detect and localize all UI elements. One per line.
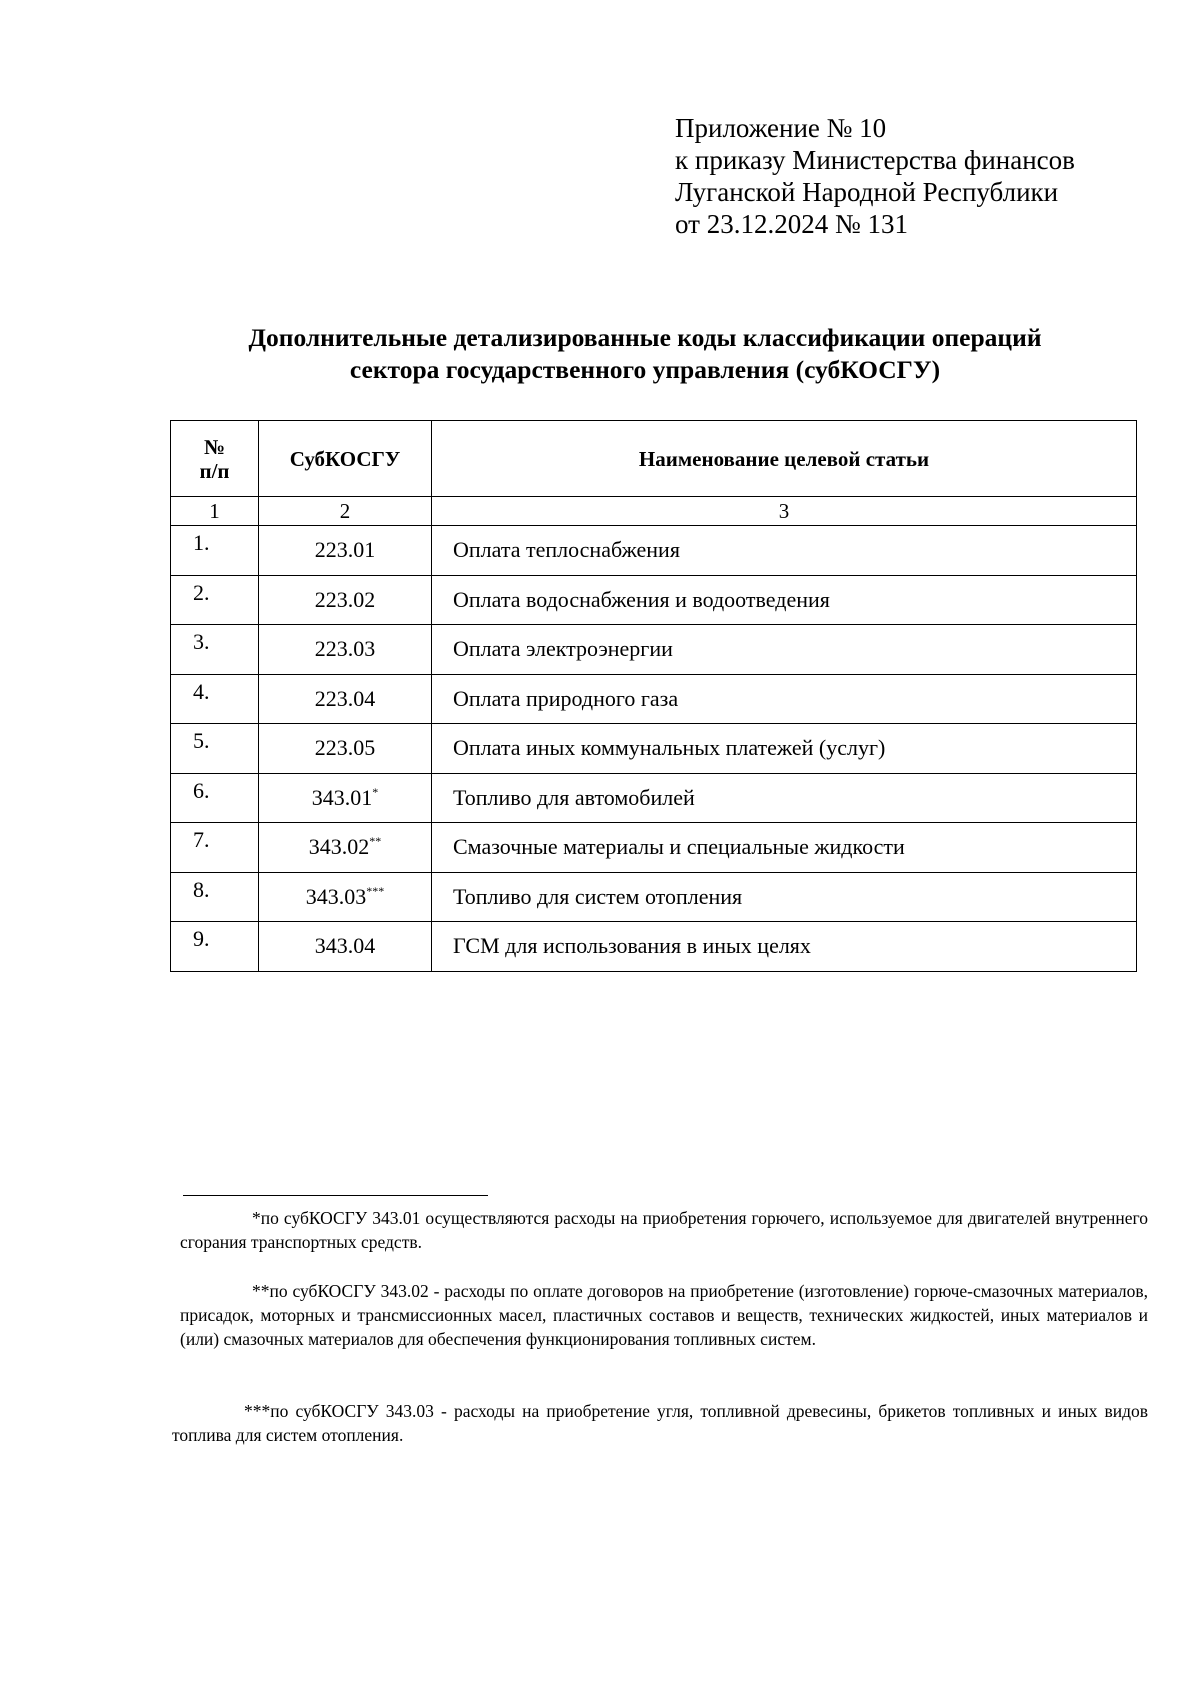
table-row [171,872,1137,922]
row-code [259,922,432,972]
document-title-line-2: сектора государственного управления (субКОСГУ) [349,355,941,384]
row-number: 4. [171,674,259,724]
row-name: Оплата электроэнергии [432,625,1137,675]
row-code [259,724,432,774]
row-number: 8. [171,872,259,922]
footnote-2-text: **по субКОСГУ 343.02 - расходы по оплате договоров на приобретение (изготовление) горюче-смазочных материалов, присадок, моторных и трансмиссионных масел, пластичных составов и веществ, технических жидкостей, иных материалов и (или) смазочных материалов для обеспечения функционирования топливных систем. [180,1281,1148,1349]
table-row [171,773,1137,823]
code-value: 223.01 [314,537,376,563]
row-number: 2. [171,575,259,625]
row-number: 5. [171,724,259,774]
subkosgu-table [170,420,1137,972]
column-number-3: 3 [432,497,1137,526]
table-row [171,922,1137,972]
row-number: 6. [171,773,259,823]
code-value: 343.04 [314,933,376,959]
table-row [171,724,1137,774]
appendix-number: Приложение № 10 [675,113,887,143]
footnote-1 [180,1206,1148,1254]
row-name: Оплата иных коммунальных платежей (услуг) [432,724,1137,774]
row-code [259,823,432,873]
code-value: 343.01 [311,784,373,810]
footnote-marker: * [372,784,379,799]
code-value: 223.04 [314,685,376,711]
footnote-3-text: ***по субКОСГУ 343.03 - расходы на приобретение угля, топливной древесины, брикетов топливных и иных видов топлива для систем отопления. [172,1401,1148,1445]
header-number [171,421,259,497]
row-name: Оплата природного газа [432,674,1137,724]
table-row [171,625,1137,675]
column-number-2: 2 [259,497,432,526]
footnote-3 [172,1399,1148,1447]
header-number-line-1: № [203,434,226,459]
row-code [259,575,432,625]
document-title [150,322,1140,386]
footnote-2 [180,1279,1148,1351]
appendix-republic: Луганской Народной Республики [675,177,1059,207]
column-number-1: 1 [171,497,259,526]
row-name: Топливо для автомобилей [432,773,1137,823]
row-name: Смазочные материалы и специальные жидкости [432,823,1137,873]
header-number-line-2: п/п [199,458,230,483]
footnote-marker: *** [366,883,385,898]
appendix-header [675,112,1075,240]
row-number: 3. [171,625,259,675]
document-title-line-1: Дополнительные детализированные коды классификации операций [248,323,1042,352]
appendix-date: от 23.12.2024 № 131 [675,209,908,239]
table-row [171,674,1137,724]
row-code [259,773,432,823]
code-value: 343.03 [305,883,367,909]
column-number-row [171,497,1137,526]
appendix-order-ref: к приказу Министерства финансов [675,145,1075,175]
row-number: 7. [171,823,259,873]
header-subkosgu: СубКОСГУ [259,421,432,497]
row-name: ГСМ для использования в иных целях [432,922,1137,972]
row-name: Топливо для систем отопления [432,872,1137,922]
row-name: Оплата водоснабжения и водоотведения [432,575,1137,625]
table-row [171,575,1137,625]
row-code [259,872,432,922]
code-value: 223.02 [314,586,376,612]
row-number: 1. [171,526,259,576]
row-code [259,526,432,576]
row-number: 9. [171,922,259,972]
row-name: Оплата теплоснабжения [432,526,1137,576]
table-header-row [171,421,1137,497]
footnote-separator [183,1195,488,1196]
footnote-marker: ** [369,834,382,849]
code-value: 343.02 [308,834,370,860]
code-value: 223.05 [314,735,376,761]
header-article-name: Наименование целевой статьи [432,421,1137,497]
table-row [171,526,1137,576]
table-row [171,823,1137,873]
code-value: 223.03 [314,636,376,662]
row-code [259,674,432,724]
row-code [259,625,432,675]
footnote-1-text: *по субКОСГУ 343.01 осуществляются расходы на приобретения горючего, используемое для двигателей внутреннего сгорания транспортных средств. [180,1208,1148,1252]
